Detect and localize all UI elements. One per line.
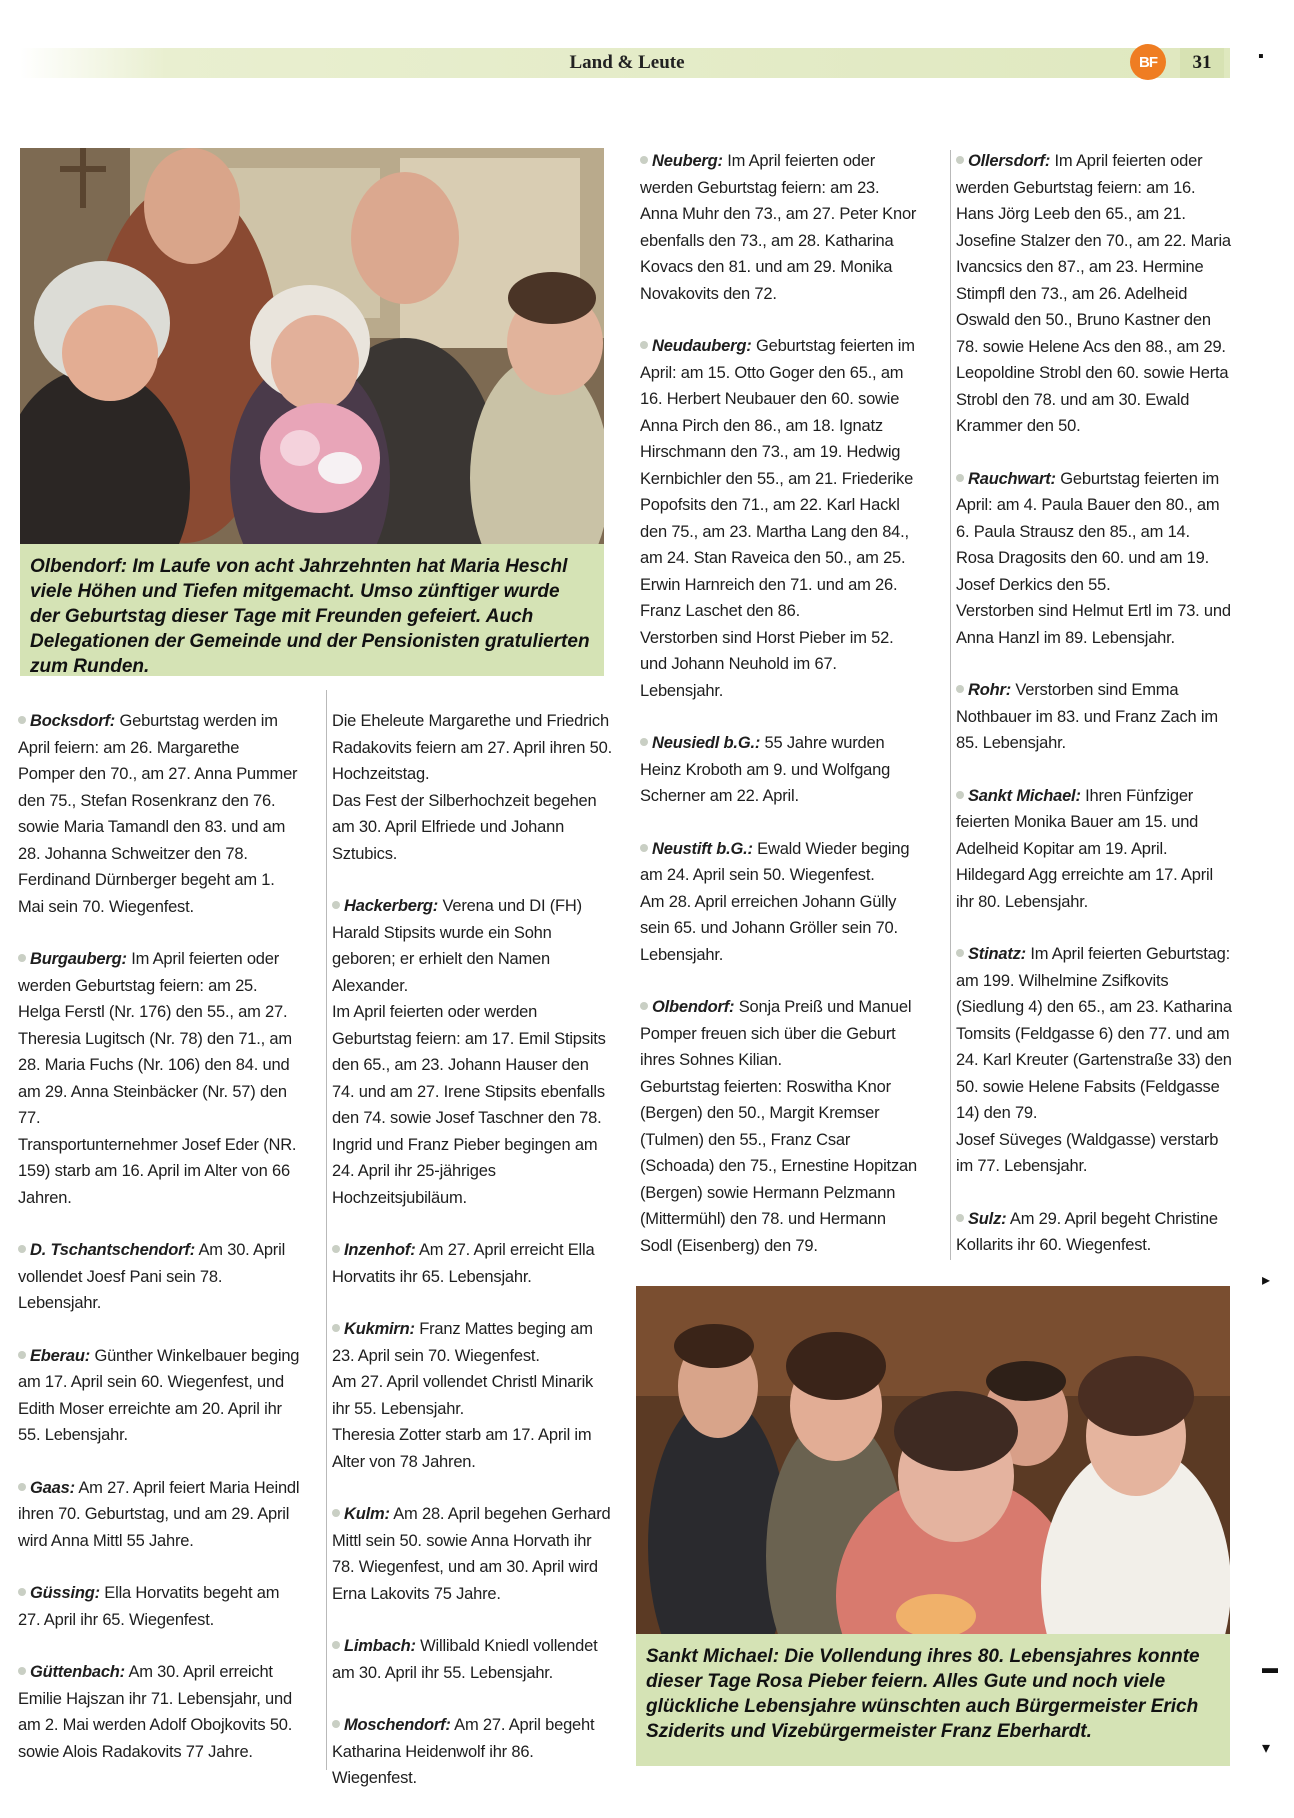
place-name: Olbendorf: — [652, 998, 735, 1016]
bullet-icon — [332, 901, 340, 909]
news-entry — [332, 1237, 612, 1290]
entry-text: Im April feierten oder werden Geburtstag feiern: am 25. Helga Ferstl (Nr. 176) den 55., am 27. Theresia Lugitsch (Nr. 78) den 71., am 28. Maria Fuchs (Nr. 106) den 84. und am 29. Anna Steinbäcker (Nr. 57) den 77. — [18, 950, 292, 1127]
news-entry — [332, 1316, 612, 1475]
column-divider — [326, 690, 327, 1770]
news-entry — [956, 148, 1232, 440]
news-entry — [332, 708, 612, 867]
group-photo-top — [20, 148, 604, 544]
entry-paragraph: Im April feierten oder werden Geburtstag feiern: am 17. Emil Stipsits den 65., am 23. Johann Hauser den 74. und am 27. Irene Stipsits ebenfalls den 74. sowie Josef Taschner den 78. — [332, 1003, 606, 1127]
news-entry — [18, 1580, 300, 1633]
bullet-icon — [332, 1720, 340, 1728]
place-name: D. Tschantschendorf: — [30, 1241, 195, 1259]
entry-paragraph: Ferdinand Dürnberger begeht am 1. Mai sein 70. Wiegenfest. — [18, 871, 275, 916]
place-name: Rohr: — [968, 681, 1011, 699]
bullet-icon — [640, 1002, 648, 1010]
bullet-icon — [18, 1588, 26, 1596]
place-name: Sulz: — [968, 1209, 1007, 1228]
entry-text: Im April feierten Geburtstag: am 199. Wilhelmine Zsifkovits (Siedlung 4) den 65., am 23. Katharina Tomsits (Feldgasse 6) den 77. und am 24. Karl Kreuter (Gartenstraße 33) den 50. sowie Helene Fabsits (Feldgasse 14) den 79. — [956, 945, 1232, 1122]
group-photo-icon — [20, 148, 604, 544]
margin-mark-icon: ▬ — [1262, 1660, 1278, 1677]
bullet-icon — [332, 1245, 340, 1253]
entry-text: Ihren Fünfziger feierten Monika Bauer am 15. und Adelheid Kopitar am 19. April. Hildegard Agg erreichte am 17. April ihr 80. Lebensjahr. — [956, 786, 1213, 911]
place-name: Gaas: — [30, 1478, 75, 1497]
group-photo-bottom — [636, 1286, 1230, 1634]
bullet-icon — [956, 156, 964, 164]
bullet-icon — [18, 1245, 26, 1253]
entry-text: Sonja Preiß und Manuel Pomper freuen sich über die Geburt ihres Sohnes Kilian. — [640, 998, 912, 1069]
bullet-icon — [18, 1351, 26, 1359]
place-name: Rauchwart: — [968, 469, 1056, 488]
bullet-icon — [18, 1483, 26, 1491]
place-name: Neuberg: — [652, 152, 723, 170]
photo-caption-top: Olbendorf: Im Laufe von acht Jahrzehnten hat Maria Heschl viele Höhen und Tiefen mitgemacht. Umso zünftiger wurde der Geburtstag dieser Tage mit Freunden gefeiert. Auch Delegationen der Gemeinde und der Pensionisten gratulierten zum Runden. — [20, 544, 604, 676]
entry-paragraph: Theresia Zotter starb am 17. April im Alter von 78 Jahren. — [332, 1426, 592, 1471]
news-entry — [640, 994, 920, 1259]
column-4 — [956, 148, 1232, 1285]
entry-text: Willibald Kniedl vollendet am 30. April ihr 55. Lebensjahr. — [332, 1637, 598, 1682]
entry-text: Am 27. April begeht Katharina Heidenwolf ihr 86. Wiegenfest. — [332, 1716, 595, 1787]
bullet-icon — [18, 1667, 26, 1675]
entry-paragraph: Am 28. April erreichen Johann Gülly sein 65. und Johann Gröller sein 70. Lebensjahr. — [640, 892, 898, 964]
place-name: Neusiedl b.G.: — [652, 734, 761, 752]
news-entry — [18, 1475, 300, 1555]
bullet-icon — [332, 1324, 340, 1332]
entry-paragraph: Geburtstag feierten: Roswitha Knor (Bergen) den 50., Margit Kremser (Tulmen) den 55., Franz Csar (Schoada) den 75., Ernestine Hopitzan (Bergen) sowie Hermann Pelzmann (Mittermühl) den 78. und Hermann Sodl (Eisenberg) den 79. — [640, 1077, 917, 1255]
news-entry — [956, 466, 1232, 652]
entry-text: Franz Mattes beging am 23. April sein 70. Wiegenfest. — [332, 1320, 593, 1365]
news-entry — [18, 946, 300, 1211]
news-entry — [956, 677, 1232, 757]
place-name: Neudauberg: — [652, 337, 752, 355]
entry-text: Am 30. April vollendet Joesf Pani sein 78. Lebensjahr. — [18, 1241, 286, 1312]
entry-text: Am 30. April erreicht Emilie Hajszan ihr 71. Lebensjahr, und am 2. Mai werden Adolf Obojkovits 50. sowie Alois Radakovits 77 Jahre. — [18, 1663, 293, 1761]
news-entry — [18, 1343, 300, 1449]
news-entry — [640, 730, 920, 810]
entry-text: Ewald Wieder beging am 24. April sein 50. Wiegenfest. — [640, 839, 910, 884]
place-name: Burgauberg: — [30, 950, 127, 968]
photo-caption-bottom: Sankt Michael: Die Vollendung ihres 80. Lebensjahres konnte dieser Tage Rosa Pieber feiern. Alles Gute und noch viele glückliche Lebensjahre wünschten auch Bürgermeister Erich Sziderits und Vizebürgermeister Franz Eberhardt. — [636, 1634, 1230, 1766]
news-entry — [18, 1237, 300, 1317]
column-3 — [640, 148, 920, 1285]
place-name: Bocksdorf: — [30, 712, 116, 730]
news-entry — [332, 893, 612, 1211]
entry-paragraph: Verstorben sind Helmut Ertl im 73. und Anna Hanzl im 89. Lebensjahr. — [956, 602, 1231, 647]
bullet-icon — [640, 738, 648, 746]
column-1 — [18, 708, 300, 1791]
place-name: Sankt Michael: — [968, 786, 1081, 805]
news-entry — [956, 1206, 1232, 1259]
entry-text: Im April feierten oder werden Geburtstag feiern: am 16. Hans Jörg Leeb den 65., am 21. Josefine Stalzer den 70., am 22. Maria Ivancsics den 87., am 23. Hermine Stimpfl den 73., am 26. Adelheid Oswald den 50., Bruno Kastner den 78. sowie Helene Acs den 88., am 29. Leopoldine Strobl den 60. sowie Herta Strobl den 78. und am 30. Ewald Krammer den 50. — [956, 152, 1231, 435]
entry-text: Verstorben sind Emma Nothbauer im 83. und Franz Zach im 85. Lebensjahr. — [956, 681, 1218, 752]
margin-mark-icon: ▪ — [1258, 48, 1264, 65]
place-name: Ollersdorf: — [968, 152, 1051, 170]
place-name: Hackerberg: — [344, 897, 439, 915]
bullet-icon — [18, 716, 26, 724]
section-title: Land & Leute — [569, 52, 685, 73]
news-entry — [640, 333, 920, 704]
column-divider — [950, 150, 951, 1260]
bullet-icon — [332, 1641, 340, 1649]
entry-text: Geburtstag feierten im April: am 15. Otto Goger den 65., am 16. Herbert Neubauer den 60. sowie Anna Pirch den 86., am 18. Ignatz Hirschmann den 73., am 19. Hedwig Kernbichler den 55., am 21. Friederike Popofsits den 71., am 22. Karl Hackl den 75., am 23. Martha Lang den 84., am 24. Stan Raveica den 50., am 25. Erwin Harnreich den 71. und am 26. Franz Laschet den 86. — [640, 337, 915, 620]
entry-text: Am 27. April erreicht Ella Horvatits ihr 65. Lebensjahr. — [332, 1241, 595, 1286]
entry-paragraph: Am 27. April vollendet Christl Minarik ihr 55. Lebensjahr. — [332, 1373, 594, 1418]
entry-text: Verena und DI (FH) Harald Stipsits wurde ein Sohn geboren; er erhielt den Namen Alexander. — [332, 897, 582, 995]
margin-mark-icon: ▸ — [1262, 1272, 1271, 1289]
news-entry — [956, 941, 1232, 1180]
entry-text: Ella Horvatits begeht am 27. April ihr 65. Wiegenfest. — [18, 1584, 280, 1629]
entry-paragraph: Josef Süveges (Waldgasse) verstarb im 77. Lebensjahr. — [956, 1130, 1219, 1175]
bullet-icon — [956, 949, 964, 957]
news-entry — [956, 783, 1232, 916]
margin-mark-icon: ▾ — [1262, 1740, 1271, 1757]
entry-text: Im April feierten oder werden Geburtstag feiern: am 23. Anna Muhr den 73., am 27. Peter Knor ebenfalls den 73., am 28. Katharina Kovacs den 81. und am 29. Monika Novakovits den 72. — [640, 152, 917, 303]
entry-text: 55 Jahre wurden Heinz Kroboth am 9. und Wolfgang Scherner am 22. April. — [640, 734, 891, 805]
entry-text: Die Eheleute Margarethe und Friedrich Radakovits feiern am 27. April ihren 50. Hochzeitstag. — [332, 712, 612, 783]
bullet-icon — [956, 474, 964, 482]
entry-paragraph: Ingrid und Franz Pieber begingen am 24. April ihr 25-jähriges Hochzeitsjubiläum. — [332, 1135, 598, 1207]
bullet-icon — [956, 685, 964, 693]
news-entry — [332, 1712, 612, 1792]
news-entry — [640, 148, 920, 307]
column-2 — [332, 708, 612, 1818]
news-entry — [640, 836, 920, 969]
place-name: Inzenhof: — [344, 1241, 416, 1259]
bullet-icon — [640, 341, 648, 349]
place-name: Moschendorf: — [344, 1716, 451, 1734]
place-name: Kukmirn: — [344, 1320, 415, 1338]
news-entry — [332, 1633, 612, 1686]
place-name: Neustift b.G.: — [652, 839, 753, 858]
bullet-icon — [956, 1214, 964, 1222]
bullet-icon — [332, 1509, 340, 1517]
entry-text: Am 29. April begeht Christine Kollarits ihr 60. Wiegenfest. — [956, 1209, 1218, 1254]
place-name: Stinatz: — [968, 945, 1026, 963]
entry-text: Am 27. April feiert Maria Heindl ihren 70. Geburtstag, und am 29. April wird Anna Mittl 55 Jahre. — [18, 1478, 300, 1550]
entry-text: Geburtstag feierten im April: am 4. Paula Bauer den 80., am 6. Paula Strausz den 85., am 14. Rosa Dragosits den 60. und am 19. Josef Derkics den 55. — [956, 469, 1220, 594]
entry-text: Günther Winkelbauer beging am 17. April sein 60. Wiegenfest, und Edith Moser erreichte am 20. April ihr 55. Lebensjahr. — [18, 1346, 300, 1444]
place-name: Limbach: — [344, 1637, 416, 1655]
news-entry — [18, 708, 300, 920]
bullet-icon — [640, 156, 648, 164]
page-number: 31 — [1180, 48, 1224, 78]
entry-paragraph: Verstorben sind Horst Pieber im 52. und Johann Neuhold im 67. Lebensjahr. — [640, 628, 894, 700]
bullet-icon — [640, 844, 648, 852]
place-name: Güttenbach: — [30, 1663, 125, 1681]
entry-paragraph: Transportunternehmer Josef Eder (NR. 159) starb am 16. April im Alter von 66 Jahren. — [18, 1135, 297, 1207]
place-name: Kulm: — [344, 1505, 390, 1523]
entry-text: Geburtstag werden im April feiern: am 26. Margarethe Pomper den 70., am 27. Anna Pummer den 75., Stefan Rosenkranz den 76. sowie Maria Tamandl den 83. und am 28. Johanna Schweitzer den 78. — [18, 712, 298, 863]
bullet-icon — [18, 954, 26, 962]
news-entry — [332, 1501, 612, 1607]
bullet-icon — [956, 791, 964, 799]
birthday-photo-icon — [636, 1286, 1230, 1634]
place-name: Güssing: — [30, 1584, 100, 1602]
entry-text: Am 28. April begehen Gerhard Mittl sein 50. sowie Anna Horvath ihr 78. Wiegenfest, und am 30. April wird Erna Lakovits 75 Jahre. — [332, 1505, 611, 1603]
entry-paragraph: Das Fest der Silberhochzeit begehen am 30. April Elfriede und Johann Sztubics. — [332, 791, 597, 863]
publication-logo-icon: BF — [1130, 44, 1166, 80]
news-entry — [18, 1659, 300, 1765]
place-name: Eberau: — [30, 1346, 91, 1365]
